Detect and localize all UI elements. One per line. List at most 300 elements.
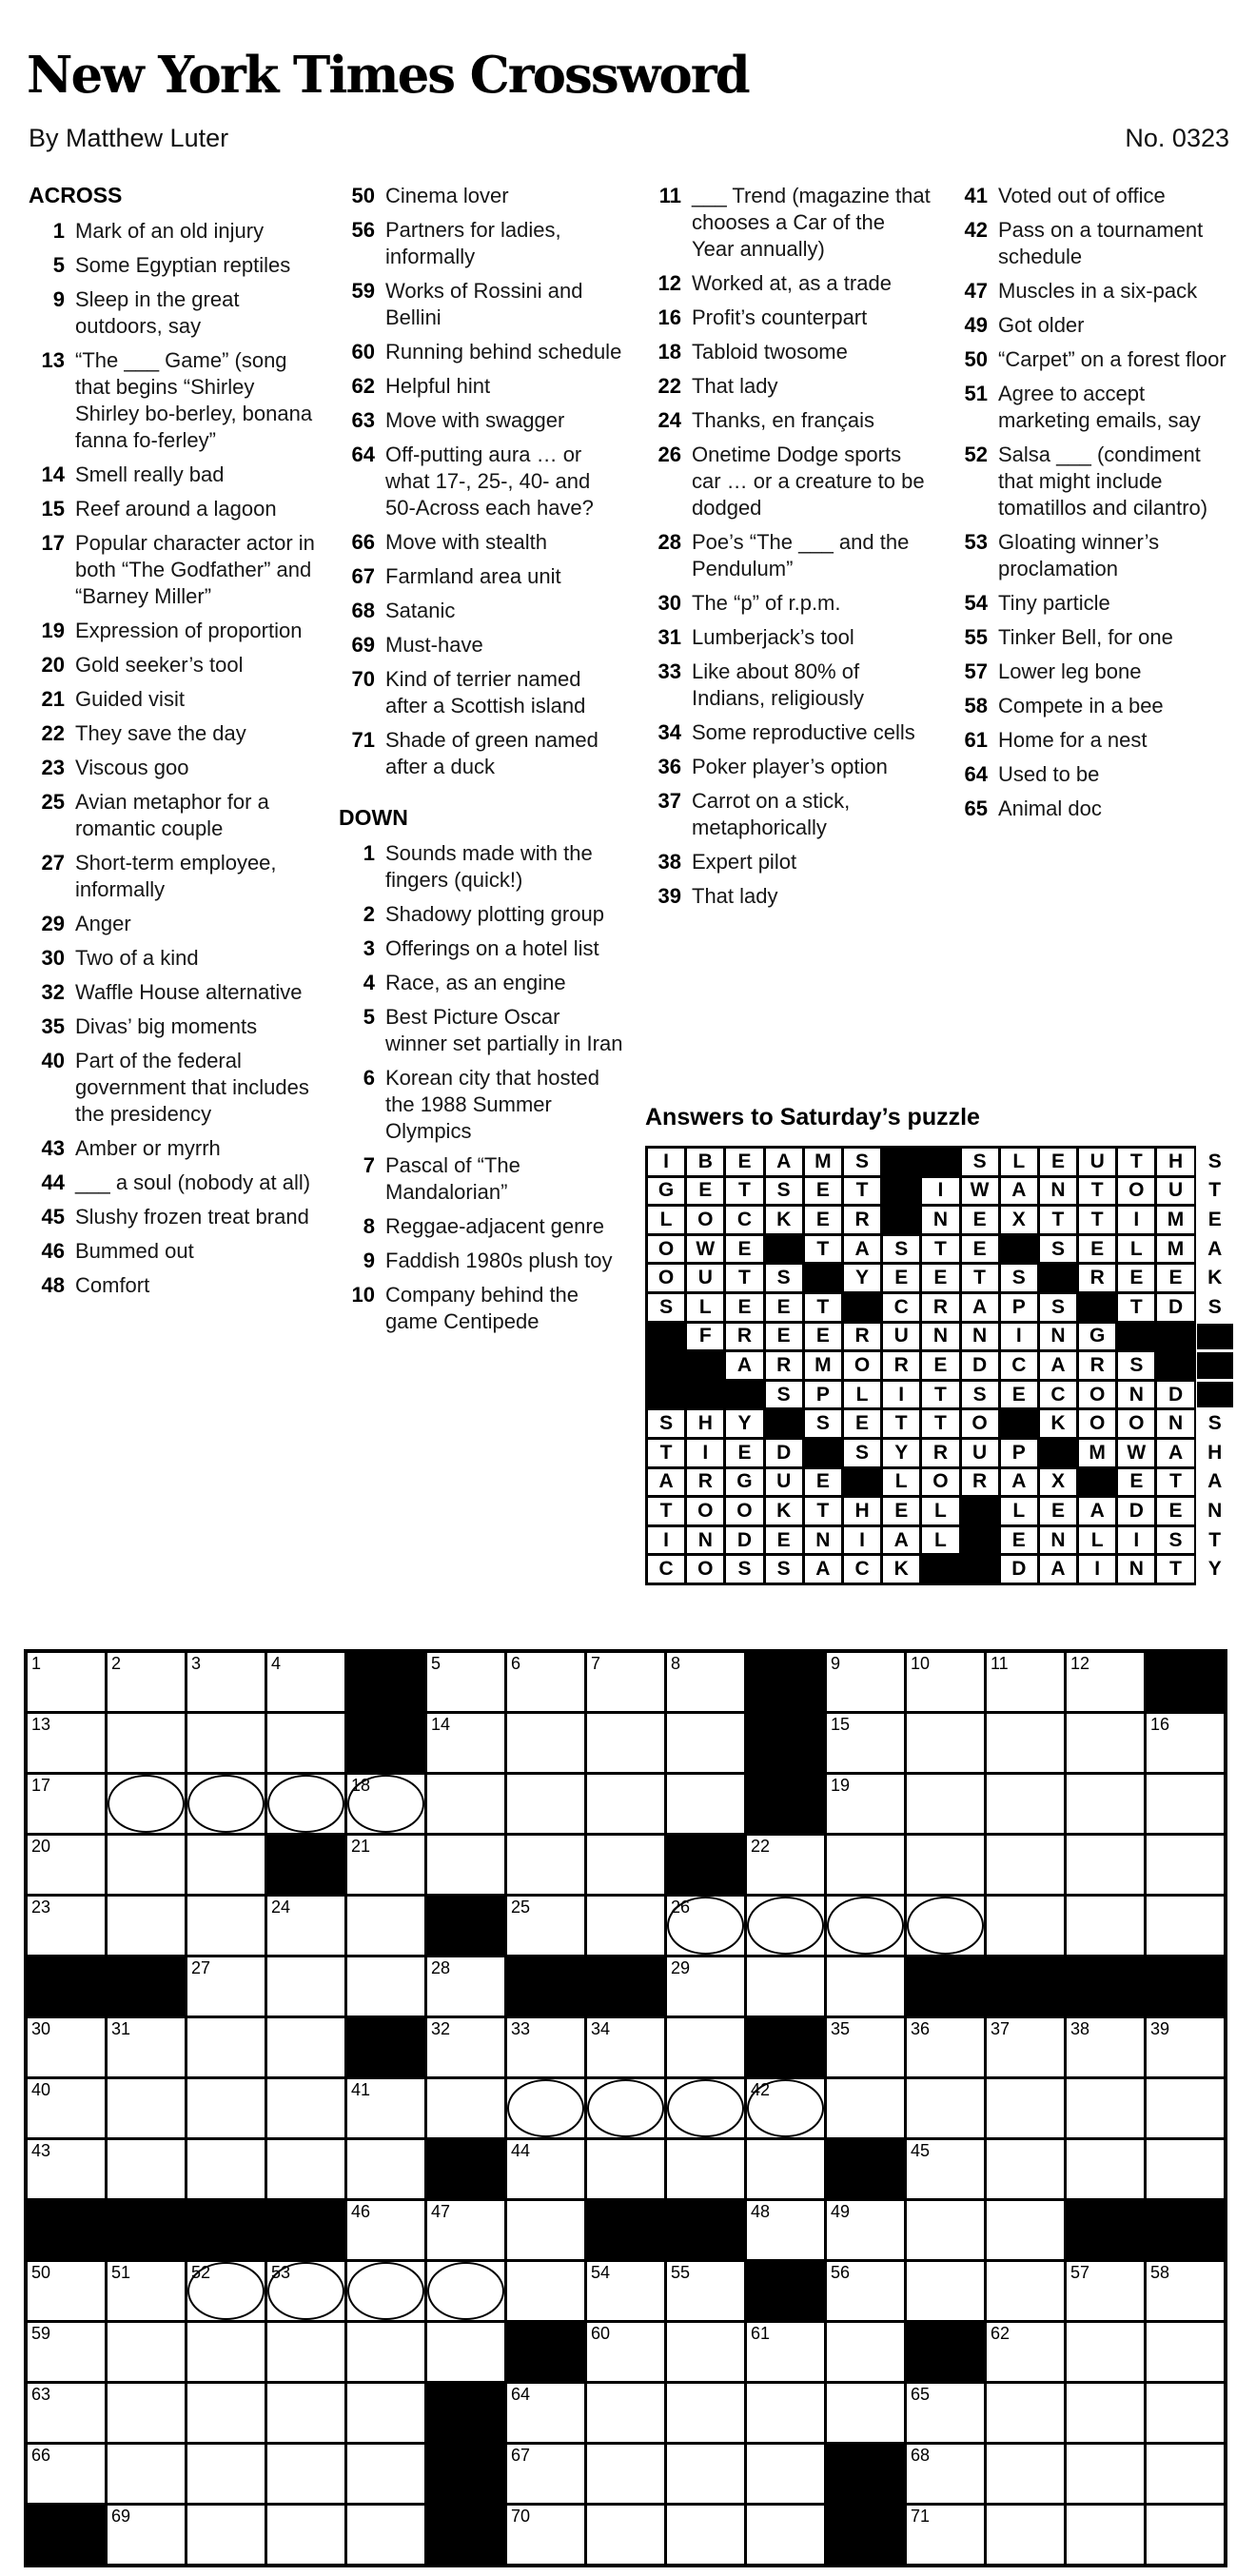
answer-cell-14-14: S [1157, 1527, 1193, 1554]
puzzle-cell-4-5[interactable] [347, 1836, 424, 1894]
answer-cell-11-13: W [1118, 1440, 1154, 1466]
puzzle-cell-12-4[interactable] [267, 2323, 344, 2381]
answer-cell-2-7 [883, 1178, 919, 1205]
clue-number: 26 [657, 442, 681, 466]
puzzle-cell-10-10[interactable] [747, 2201, 824, 2259]
clue-number: 24 [657, 408, 681, 432]
puzzle-cell-14-9[interactable] [667, 2445, 744, 2503]
puzzle-cell-2-8[interactable] [587, 1714, 664, 1772]
puzzle-cell-3-3[interactable] [187, 1775, 265, 1833]
answer-cell-13-1: T [648, 1498, 684, 1524]
answer-cell-4-5: T [805, 1236, 841, 1263]
puzzle-cell-2-13[interactable] [987, 1714, 1064, 1772]
puzzle-cell-5-1[interactable] [28, 1897, 105, 1955]
clue-text: Best Picture Oscar winner set partially in Iran [385, 1005, 623, 1055]
puzzle-cell-7-13[interactable] [987, 2018, 1064, 2076]
puzzle-cell-12-9[interactable] [667, 2323, 744, 2381]
clue-number: 50 [351, 184, 375, 207]
puzzle-cell-6-9[interactable] [667, 1957, 744, 2016]
puzzle-cell-10-7[interactable] [507, 2201, 584, 2259]
puzzle-cell-12-14[interactable] [1067, 2323, 1144, 2381]
clue-number: 21 [41, 687, 65, 711]
puzzle-cell-13-10[interactable] [747, 2384, 824, 2442]
cell-number: 5 [431, 1654, 442, 1673]
answer-cell-6-9: A [962, 1294, 998, 1321]
puzzle-cell-4-12[interactable] [907, 1836, 984, 1894]
puzzle-cell-15-4[interactable] [267, 2506, 344, 2564]
puzzle-cell-11-8[interactable] [587, 2262, 664, 2320]
puzzle-cell-8-11[interactable] [827, 2079, 904, 2137]
puzzle-cell-14-10[interactable] [747, 2445, 824, 2503]
clue-number: 30 [657, 591, 681, 615]
puzzle-cell-10-5[interactable] [347, 2201, 424, 2259]
answer-cell-2-13: O [1118, 1178, 1154, 1205]
answer-cell-14-2: N [687, 1527, 723, 1554]
puzzle-cell-1-3[interactable] [187, 1653, 265, 1711]
puzzle-cell-10-11[interactable] [827, 2201, 904, 2259]
answer-cell-11-12: M [1079, 1440, 1115, 1466]
answer-cell-6-4: E [766, 1294, 802, 1321]
puzzle-cell-4-13[interactable] [987, 1836, 1064, 1894]
puzzle-section [24, 1649, 1227, 2567]
puzzle-cell-8-13[interactable] [987, 2079, 1064, 2137]
puzzle-cell-4-10[interactable] [747, 1836, 824, 1894]
puzzle-cell-5-10[interactable] [747, 1897, 824, 1955]
puzzle-cell-11-3[interactable] [187, 2262, 265, 2320]
clue-down-38 [645, 849, 948, 875]
clue-number: 10 [351, 1283, 375, 1307]
puzzle-cell-13-11[interactable] [827, 2384, 904, 2442]
puzzle-cell-3-9[interactable] [667, 1775, 744, 1833]
puzzle-cell-15-15[interactable] [1147, 2506, 1224, 2564]
answer-cell-10-5: S [805, 1410, 841, 1437]
clue-text: Kind of terrier named after a Scottish island [385, 667, 586, 718]
puzzle-cell-2-5 [347, 1714, 424, 1772]
clue-text: Cinema lover [385, 184, 509, 207]
puzzle-cell-2-6[interactable] [427, 1714, 504, 1772]
puzzle-cell-15-9[interactable] [667, 2506, 744, 2564]
circle-marker [907, 1897, 984, 1955]
puzzle-cell-3-6[interactable] [427, 1775, 504, 1833]
puzzle-cell-3-14[interactable] [1067, 1775, 1144, 1833]
cell-number: 1 [31, 1654, 42, 1673]
puzzle-cell-14-15[interactable] [1147, 2445, 1224, 2503]
puzzle-cell-11-13[interactable] [987, 2262, 1064, 2320]
cell-number: 69 [111, 2507, 131, 2526]
clue-number: 43 [41, 1136, 65, 1160]
answer-cell-2-15: T [1197, 1178, 1233, 1205]
puzzle-cell-13-4[interactable] [267, 2384, 344, 2442]
clue-text: Offerings on a hotel list [385, 936, 599, 960]
puzzle-cell-15-10[interactable] [747, 2506, 824, 2564]
puzzle-cell-1-6[interactable] [427, 1653, 504, 1711]
puzzle-cell-13-15[interactable] [1147, 2384, 1224, 2442]
puzzle-cell-5-2[interactable] [108, 1897, 185, 1955]
puzzle-cell-3-1[interactable] [28, 1775, 105, 1833]
puzzle-cell-6-15 [1147, 1957, 1224, 2016]
circle-marker [347, 2262, 424, 2320]
puzzle-cell-11-6[interactable] [427, 2262, 504, 2320]
clue-number: 19 [41, 619, 65, 642]
puzzle-cell-2-1[interactable] [28, 1714, 105, 1772]
puzzle-cell-4-8[interactable] [587, 1836, 664, 1894]
clue-text: Poe’s “The ___ and the Pendulum” [692, 530, 910, 580]
clue-text: That lady [692, 884, 778, 908]
clue-number: 22 [657, 374, 681, 398]
clue-number: 3 [363, 936, 375, 960]
puzzle-cell-1-7[interactable] [507, 1653, 584, 1711]
puzzle-cell-15-12[interactable] [907, 2506, 984, 2564]
clue-text: They save the day [75, 721, 246, 745]
circle-marker [747, 2079, 824, 2137]
answer-cell-6-12 [1079, 1294, 1115, 1321]
puzzle-cell-7-1[interactable] [28, 2018, 105, 2076]
answer-cell-3-6: R [844, 1207, 880, 1233]
clue-down-5 [339, 1004, 641, 1057]
cell-number: 45 [911, 2141, 931, 2160]
clue-down-18 [645, 339, 948, 365]
clue-across-23 [29, 755, 331, 781]
puzzle-cell-15-8[interactable] [587, 2506, 664, 2564]
puzzle-cell-9-15[interactable] [1147, 2140, 1224, 2198]
puzzle-cell-14-4[interactable] [267, 2445, 344, 2503]
puzzle-cell-14-7[interactable] [507, 2445, 584, 2503]
answer-cell-7-9: N [962, 1324, 998, 1350]
puzzle-cell-9-1[interactable] [28, 2140, 105, 2198]
puzzle-cell-7-14[interactable] [1067, 2018, 1144, 2076]
puzzle-cell-14-13[interactable] [987, 2445, 1064, 2503]
answer-cell-9-5: P [805, 1382, 841, 1408]
puzzle-cell-12-13[interactable] [987, 2323, 1064, 2381]
puzzle-cell-8-2[interactable] [108, 2079, 185, 2137]
puzzle-cell-15-3[interactable] [187, 2506, 265, 2564]
puzzle-cell-11-7[interactable] [507, 2262, 584, 2320]
puzzle-cell-4-2[interactable] [108, 1836, 185, 1894]
puzzle-cell-10-13[interactable] [987, 2201, 1064, 2259]
puzzle-cell-6-5[interactable] [347, 1957, 424, 2016]
puzzle-cell-6-6[interactable] [427, 1957, 504, 2016]
puzzle-cell-14-5[interactable] [347, 2445, 424, 2503]
puzzle-cell-12-3[interactable] [187, 2323, 265, 2381]
puzzle-cell-3-11[interactable] [827, 1775, 904, 1833]
puzzle-cell-11-15[interactable] [1147, 2262, 1224, 2320]
puzzle-cell-13-8[interactable] [587, 2384, 664, 2442]
puzzle-cell-9-12[interactable] [907, 2140, 984, 2198]
clue-text: Move with stealth [385, 530, 547, 554]
puzzle-cell-2-4[interactable] [267, 1714, 344, 1772]
clue-text: Shadowy plotting group [385, 902, 604, 926]
answer-cell-5-3: T [726, 1265, 762, 1291]
clue-text: Faddish 1980s plush toy [385, 1249, 613, 1272]
answer-cell-12-4: U [766, 1469, 802, 1496]
puzzle-cell-11-4[interactable] [267, 2262, 344, 2320]
puzzle-cell-12-2[interactable] [108, 2323, 185, 2381]
clue-down-28 [645, 529, 948, 582]
puzzle-cell-8-12[interactable] [907, 2079, 984, 2137]
clue-down-4 [339, 970, 641, 996]
puzzle-cell-13-5[interactable] [347, 2384, 424, 2442]
answer-cell-13-3: O [726, 1498, 762, 1524]
clue-across-14 [29, 462, 331, 488]
clue-number: 63 [351, 408, 375, 432]
puzzle-cell-5-3[interactable] [187, 1897, 265, 1955]
puzzle-cell-11-11[interactable] [827, 2262, 904, 2320]
clue-number: 46 [41, 1239, 65, 1263]
clue-text: Avian metaphor for a romantic couple [75, 790, 269, 840]
puzzle-cell-4-7[interactable] [507, 1836, 584, 1894]
puzzle-cell-5-5[interactable] [347, 1897, 424, 1955]
puzzle-cell-2-7[interactable] [507, 1714, 584, 1772]
puzzle-cell-14-1[interactable] [28, 2445, 105, 2503]
puzzle-cell-7-12[interactable] [907, 2018, 984, 2076]
puzzle-cell-15-5[interactable] [347, 2506, 424, 2564]
puzzle-cell-12-8[interactable] [587, 2323, 664, 2381]
puzzle-cell-8-8[interactable] [587, 2079, 664, 2137]
puzzle-cell-12-7 [507, 2323, 584, 2381]
puzzle-cell-8-4[interactable] [267, 2079, 344, 2137]
clue-column-4 [952, 183, 1254, 830]
clue-text: Anger [75, 912, 131, 935]
clue-number: 60 [351, 340, 375, 364]
answer-cell-1-6: S [844, 1149, 880, 1175]
answer-cell-11-2: I [687, 1440, 723, 1466]
puzzle-cell-5-14[interactable] [1067, 1897, 1144, 1955]
answer-cell-6-7: C [883, 1294, 919, 1321]
puzzle-cell-14-14[interactable] [1067, 2445, 1144, 2503]
answer-cell-13-7: E [883, 1498, 919, 1524]
puzzle-cell-7-2[interactable] [108, 2018, 185, 2076]
clue-down-49 [952, 312, 1254, 339]
clue-text: Used to be [998, 762, 1100, 786]
puzzle-cell-8-1[interactable] [28, 2079, 105, 2137]
puzzle-cell-1-2[interactable] [108, 1653, 185, 1711]
puzzle-cell-9-2[interactable] [108, 2140, 185, 2198]
puzzle-cell-14-12[interactable] [907, 2445, 984, 2503]
puzzle-cell-6-4[interactable] [267, 1957, 344, 2016]
puzzle-cell-6-10[interactable] [747, 1957, 824, 2016]
puzzle-cell-3-12[interactable] [907, 1775, 984, 1833]
puzzle-cell-7-7[interactable] [507, 2018, 584, 2076]
puzzle-cell-5-15[interactable] [1147, 1897, 1224, 1955]
puzzle-cell-1-1[interactable] [28, 1653, 105, 1711]
clue-across-32 [29, 979, 331, 1006]
puzzle-cell-9-4[interactable] [267, 2140, 344, 2198]
puzzle-cell-1-12[interactable] [907, 1653, 984, 1711]
answer-cell-8-8: E [922, 1352, 958, 1379]
clue-across-63 [339, 407, 641, 434]
puzzle-cell-7-15[interactable] [1147, 2018, 1224, 2076]
puzzle-cell-3-5[interactable] [347, 1775, 424, 1833]
puzzle-cell-10-12[interactable] [907, 2201, 984, 2259]
puzzle-cell-12-11[interactable] [827, 2323, 904, 2381]
puzzle-cell-2-3[interactable] [187, 1714, 265, 1772]
puzzle-cell-5-13[interactable] [987, 1897, 1064, 1955]
clue-down-53 [952, 529, 1254, 582]
puzzle-cell-11-2[interactable] [108, 2262, 185, 2320]
puzzle-cell-3-7[interactable] [507, 1775, 584, 1833]
puzzle-cell-4-4 [267, 1836, 344, 1894]
answer-cell-8-3: A [726, 1352, 762, 1379]
puzzle-cell-2-2[interactable] [108, 1714, 185, 1772]
puzzle-cell-4-11[interactable] [827, 1836, 904, 1894]
puzzle-cell-12-5[interactable] [347, 2323, 424, 2381]
puzzle-cell-13-2[interactable] [108, 2384, 185, 2442]
puzzle-cell-13-9[interactable] [667, 2384, 744, 2442]
puzzle-grid [24, 1649, 1227, 2567]
answer-cell-1-4: A [766, 1149, 802, 1175]
cell-number: 42 [751, 2080, 771, 2099]
circle-marker [507, 2079, 584, 2137]
puzzle-cell-8-10[interactable] [747, 2079, 824, 2137]
answer-cell-8-7: R [883, 1352, 919, 1379]
clue-text: ___ Trend (magazine that chooses a Car of the Year annually) [692, 184, 931, 261]
puzzle-cell-2-11[interactable] [827, 1714, 904, 1772]
answer-cell-12-15: A [1197, 1469, 1233, 1496]
clue-number: 2 [363, 902, 375, 926]
clue-down-34 [645, 719, 948, 746]
puzzle-cell-8-3[interactable] [187, 2079, 265, 2137]
answer-cell-13-4: K [766, 1498, 802, 1524]
clue-text: Reef around a lagoon [75, 497, 277, 521]
answer-cell-1-9: S [962, 1149, 998, 1175]
puzzle-cell-7-8[interactable] [587, 2018, 664, 2076]
puzzle-cell-10-15 [1147, 2201, 1224, 2259]
puzzle-cell-6-3[interactable] [187, 1957, 265, 2016]
puzzle-cell-13-13[interactable] [987, 2384, 1064, 2442]
puzzle-cell-4-14[interactable] [1067, 1836, 1144, 1894]
puzzle-cell-2-15[interactable] [1147, 1714, 1224, 1772]
clue-text: Got older [998, 313, 1085, 337]
puzzle-cell-3-4[interactable] [267, 1775, 344, 1833]
puzzle-cell-3-8[interactable] [587, 1775, 664, 1833]
puzzle-cell-13-14[interactable] [1067, 2384, 1144, 2442]
puzzle-cell-12-6[interactable] [427, 2323, 504, 2381]
puzzle-cell-1-11[interactable] [827, 1653, 904, 1711]
puzzle-cell-11-9[interactable] [667, 2262, 744, 2320]
puzzle-cell-15-2[interactable] [108, 2506, 185, 2564]
puzzle-cell-10-9 [667, 2201, 744, 2259]
puzzle-cell-8-5[interactable] [347, 2079, 424, 2137]
puzzle-cell-11-1[interactable] [28, 2262, 105, 2320]
answer-cell-2-1: G [648, 1178, 684, 1205]
puzzle-cell-15-14[interactable] [1067, 2506, 1144, 2564]
puzzle-cell-2-12[interactable] [907, 1714, 984, 1772]
clue-across-13 [29, 347, 331, 454]
clue-text: Off-putting aura … or what 17-, 25-, 40- and 50-Across each have? [385, 442, 594, 520]
answer-cell-12-12 [1079, 1469, 1115, 1496]
puzzle-cell-4-15[interactable] [1147, 1836, 1224, 1894]
puzzle-cell-14-3[interactable] [187, 2445, 265, 2503]
puzzle-cell-9-13[interactable] [987, 2140, 1064, 2198]
puzzle-cell-5-12[interactable] [907, 1897, 984, 1955]
clue-number: 33 [657, 659, 681, 683]
answer-cell-4-3: E [726, 1236, 762, 1263]
puzzle-cell-9-8[interactable] [587, 2140, 664, 2198]
clue-text: Tabloid twosome [692, 340, 848, 364]
puzzle-cell-9-9[interactable] [667, 2140, 744, 2198]
puzzle-cell-1-9[interactable] [667, 1653, 744, 1711]
puzzle-cell-11-14[interactable] [1067, 2262, 1144, 2320]
clue-text: Expert pilot [692, 850, 797, 874]
puzzle-cell-9-3[interactable] [187, 2140, 265, 2198]
cell-number: 13 [31, 1715, 51, 1734]
puzzle-cell-7-9[interactable] [667, 2018, 744, 2076]
circle-marker [267, 1775, 344, 1833]
clue-number: 13 [41, 348, 65, 372]
puzzle-cell-1-14[interactable] [1067, 1653, 1144, 1711]
puzzle-cell-8-15[interactable] [1147, 2079, 1224, 2137]
puzzle-cell-3-13[interactable] [987, 1775, 1064, 1833]
puzzle-cell-12-1[interactable] [28, 2323, 105, 2381]
puzzle-cell-8-9[interactable] [667, 2079, 744, 2137]
puzzle-cell-8-6[interactable] [427, 2079, 504, 2137]
clue-text: Gloating winner’s proclamation [998, 530, 1160, 580]
cell-number: 46 [351, 2202, 371, 2221]
puzzle-cell-14-8[interactable] [587, 2445, 664, 2503]
puzzle-cell-5-7[interactable] [507, 1897, 584, 1955]
puzzle-cell-15-13[interactable] [987, 2506, 1064, 2564]
puzzle-cell-9-10[interactable] [747, 2140, 824, 2198]
clue-text: Some Egyptian reptiles [75, 253, 291, 277]
puzzle-cell-4-6[interactable] [427, 1836, 504, 1894]
puzzle-cell-3-10 [747, 1775, 824, 1833]
puzzle-cell-5-9[interactable] [667, 1897, 744, 1955]
puzzle-cell-9-5[interactable] [347, 2140, 424, 2198]
puzzle-cell-13-7[interactable] [507, 2384, 584, 2442]
puzzle-cell-8-7[interactable] [507, 2079, 584, 2137]
puzzle-cell-7-11[interactable] [827, 2018, 904, 2076]
puzzle-cell-13-3[interactable] [187, 2384, 265, 2442]
puzzle-cell-7-6[interactable] [427, 2018, 504, 2076]
puzzle-cell-12-10[interactable] [747, 2323, 824, 2381]
clue-down-3 [339, 935, 641, 962]
puzzle-cell-11-12[interactable] [907, 2262, 984, 2320]
clue-text: Running behind schedule [385, 340, 622, 364]
puzzle-cell-8-14[interactable] [1067, 2079, 1144, 2137]
puzzle-cell-1-13[interactable] [987, 1653, 1064, 1711]
answer-cell-2-4: S [766, 1178, 802, 1205]
puzzle-cell-2-9[interactable] [667, 1714, 744, 1772]
answer-cell-12-6 [844, 1469, 880, 1496]
puzzle-cell-1-8[interactable] [587, 1653, 664, 1711]
puzzle-cell-4-3[interactable] [187, 1836, 265, 1894]
puzzle-cell-15-7[interactable] [507, 2506, 584, 2564]
answer-cell-11-6: S [844, 1440, 880, 1466]
puzzle-cell-6-11[interactable] [827, 1957, 904, 2016]
puzzle-cell-5-4[interactable] [267, 1897, 344, 1955]
puzzle-cell-10-6[interactable] [427, 2201, 504, 2259]
puzzle-cell-7-4[interactable] [267, 2018, 344, 2076]
puzzle-cell-5-8[interactable] [587, 1897, 664, 1955]
puzzle-cell-13-12[interactable] [907, 2384, 984, 2442]
clue-number: 37 [657, 789, 681, 813]
puzzle-cell-3-15[interactable] [1147, 1775, 1224, 1833]
puzzle-cell-5-11[interactable] [827, 1897, 904, 1955]
answer-cell-4-11: S [1040, 1236, 1076, 1263]
puzzle-cell-14-2[interactable] [108, 2445, 185, 2503]
puzzle-cell-11-5[interactable] [347, 2262, 424, 2320]
cell-number: 3 [191, 1654, 202, 1673]
puzzle-cell-2-14[interactable] [1067, 1714, 1144, 1772]
puzzle-cell-7-3[interactable] [187, 2018, 265, 2076]
puzzle-cell-3-2[interactable] [108, 1775, 185, 1833]
puzzle-cell-1-4[interactable] [267, 1653, 344, 1711]
puzzle-cell-4-1[interactable] [28, 1836, 105, 1894]
puzzle-cell-9-7[interactable] [507, 2140, 584, 2198]
puzzle-cell-13-1[interactable] [28, 2384, 105, 2442]
puzzle-cell-12-15[interactable] [1147, 2323, 1224, 2381]
puzzle-cell-9-14[interactable] [1067, 2140, 1144, 2198]
